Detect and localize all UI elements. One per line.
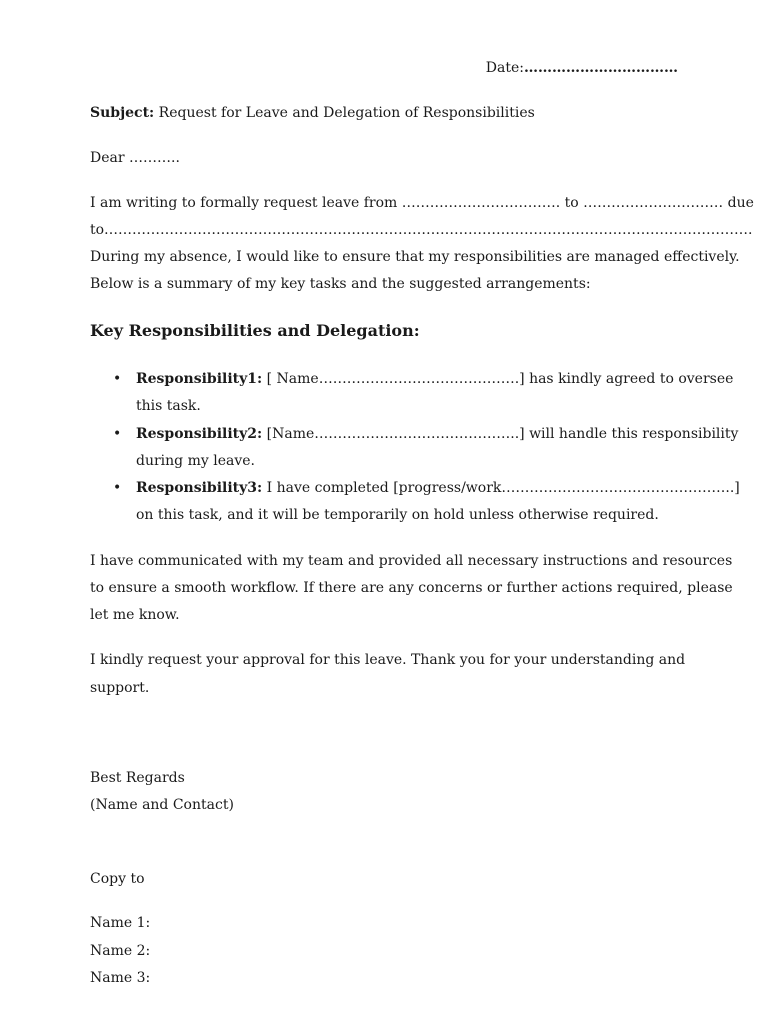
- responsibility-1-line-1: [136, 370, 734, 388]
- responsibility-3-line-2: on this task, and it will be temporarily on hold unless otherwise required.: [136, 507, 659, 523]
- subject-text: Request for Leave and Delegation of Responsibilities: [154, 105, 535, 121]
- intro-line-1: I am writing to formally request leave from ……………………………. to ………………………… due: [90, 195, 754, 211]
- date-label: Date:: [485, 60, 524, 76]
- communication-line-3: let me know.: [90, 607, 180, 623]
- subject-label: Subject:: [90, 105, 155, 121]
- copy-name-1: Name 1:: [90, 915, 151, 931]
- approval-line-1: I kindly request your approval for this leave. Thank you for your understanding and: [90, 652, 686, 668]
- responsibility-3-text: I have completed [progress/work…………………………………………..]: [262, 480, 740, 496]
- copy-to-label: Copy to: [90, 871, 145, 887]
- communication-line-1: I have communicated with my team and provided all necessary instructions and resources: [90, 553, 733, 569]
- salutation: Dear ………..: [90, 150, 180, 166]
- section-heading: Key Responsibilities and Delegation:: [90, 321, 420, 340]
- responsibility-1-text: [ Name…………………………………….] has kindly agreed to oversee: [262, 371, 734, 387]
- intro-line-4: Below is a summary of my key tasks and the suggested arrangements:: [90, 276, 591, 292]
- communication-line-2: to ensure a smooth workflow. If there are any concerns or further actions required, please: [90, 580, 733, 596]
- responsibility-1-label: Responsibility1:: [136, 371, 263, 387]
- subject-line: [90, 104, 535, 122]
- bullet-icon: •: [113, 480, 122, 496]
- responsibility-3-line-1: [136, 479, 740, 497]
- responsibility-2-line-2: during my leave.: [136, 453, 255, 469]
- bullet-icon: •: [113, 371, 122, 387]
- closing-name-contact: (Name and Contact): [90, 797, 234, 813]
- responsibility-2-line-1: [136, 425, 739, 443]
- responsibility-2-text: [Name……………………………………..] will handle this responsibility: [262, 426, 739, 442]
- responsibility-3-label: Responsibility3:: [136, 480, 263, 496]
- bullet-icon: •: [113, 426, 122, 442]
- copy-name-2: Name 2:: [90, 943, 151, 959]
- responsibility-1-line-2: this task.: [136, 398, 201, 414]
- closing-regards: Best Regards: [90, 770, 185, 786]
- copy-name-3: Name 3:: [90, 970, 151, 986]
- date-placeholder: ……………………………: [524, 60, 678, 76]
- date-line: [486, 59, 678, 77]
- intro-line-3: During my absence, I would like to ensure that my responsibilities are managed effectively.: [90, 249, 740, 265]
- responsibility-2-label: Responsibility2:: [136, 426, 263, 442]
- intro-line-2: to………………………………………………………………………………………………………………………….: [90, 222, 753, 238]
- approval-line-2: support.: [90, 680, 150, 696]
